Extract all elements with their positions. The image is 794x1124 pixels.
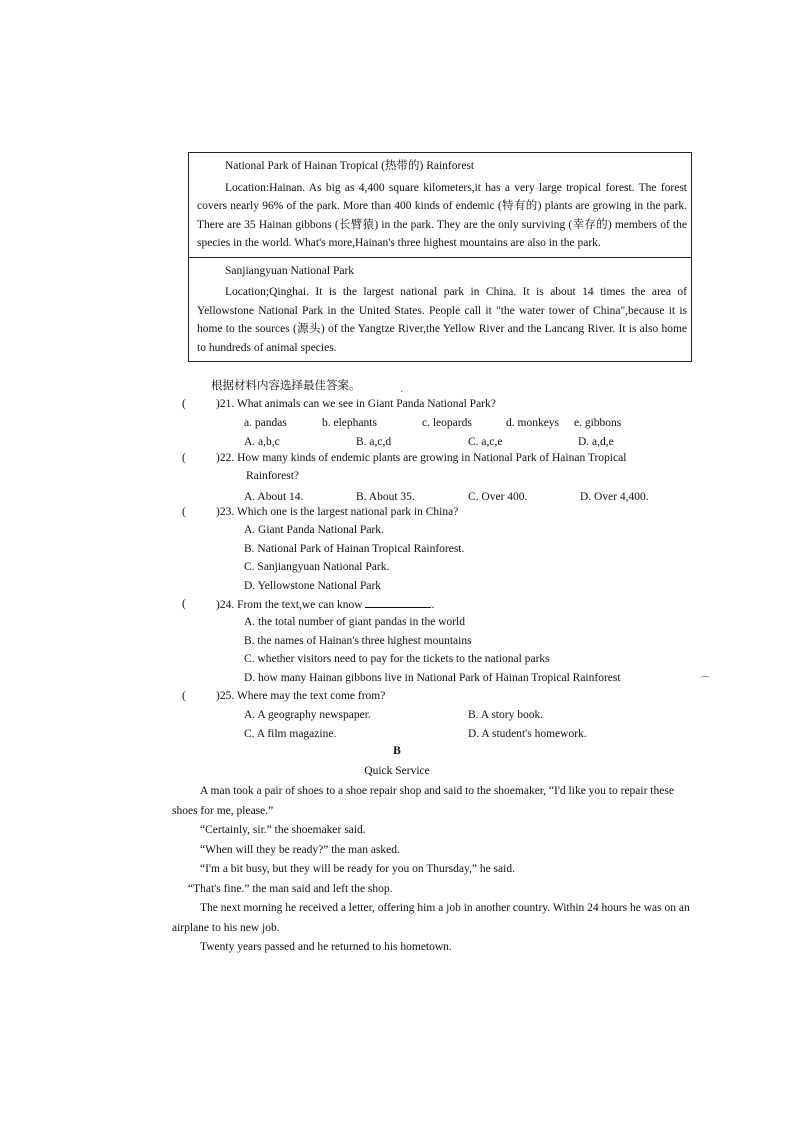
answer-paren[interactable]: ( xyxy=(182,690,186,702)
sanjiangyuan-title: Sanjiangyuan National Park xyxy=(225,264,355,277)
option[interactable]: D. a,d,e xyxy=(578,436,614,448)
option[interactable]: B. the names of Hainan's three highest mountains xyxy=(244,634,472,647)
option[interactable]: A. Giant Panda National Park. xyxy=(244,524,384,536)
option[interactable]: C. whether visitors need to pay for the tickets to the national parks xyxy=(244,653,550,665)
item: c. leopards xyxy=(422,417,472,429)
story-paragraph: The next morning he received a letter, offering him a job in another country. Within 24 hours he was on an airplane to his new job. xyxy=(172,902,690,934)
sanjiangyuan-body: Location;Qinghai. It is the largest national park in China. It is about 14 times the area of Yellowstone National Park in the United States. People call it "the water tower of China",because it is home to the sources (源头) of the Yangtze River,the Yellow River and the Lancang River. It is also home to hundreds of animal species. xyxy=(197,286,687,354)
sanjiangyuan-section xyxy=(189,257,691,362)
question-stem: )25. Where may the text come from? xyxy=(216,690,386,702)
question-24 xyxy=(182,597,702,689)
option-row xyxy=(244,708,702,726)
option[interactable]: A. A geography newspaper. xyxy=(244,709,371,721)
option[interactable]: B. A story book. xyxy=(468,709,544,721)
option[interactable]: C. Sanjiangyuan National Park. xyxy=(244,561,390,573)
option[interactable]: A. the total number of giant pandas in the world xyxy=(244,616,466,628)
story-paragraph: “When will they be ready?” the man asked. xyxy=(200,843,400,856)
story-paragraph: A man took a pair of shoes to a shoe repair shop and said to the shoemaker, “I'd like you to repair these shoes for me, please.” xyxy=(172,785,674,817)
question-21 xyxy=(182,397,702,453)
question-stem: )23. Which one is the largest national park in China? xyxy=(216,506,459,518)
question-25 xyxy=(182,689,702,745)
item: a. pandas xyxy=(244,417,287,429)
item: e. gibbons xyxy=(574,417,622,429)
option[interactable]: A. a,b,c xyxy=(244,436,280,448)
option[interactable]: C. a,c,e xyxy=(468,436,503,448)
story-paragraph: “Certainly, sir.” the shoemaker said. xyxy=(200,824,366,836)
option[interactable]: C. A film magazine. xyxy=(244,728,337,740)
question-23 xyxy=(182,505,702,597)
hainan-title: National Park of Hainan Tropical (热带的) Rainforest xyxy=(225,160,475,172)
item: b. elephants xyxy=(322,417,377,429)
story-paragraph: “That's fine.” the man said and left the shop. xyxy=(188,882,393,895)
answer-paren[interactable]: ( xyxy=(182,398,186,410)
option[interactable]: B. About 35. xyxy=(356,491,415,503)
story-paragraph: “I'm a bit busy, but they will be ready for you on Thursday,” he said. xyxy=(200,863,515,875)
option[interactable]: D. how many Hainan gibbons live in National Park of Hainan Tropical Rainforest xyxy=(244,671,621,684)
instruction: 根据材料内容选择最佳答案。 xyxy=(211,380,361,392)
option[interactable]: D. Yellowstone National Park xyxy=(244,579,382,592)
answer-paren[interactable]: ( xyxy=(182,506,186,518)
option[interactable]: C. Over 400. xyxy=(468,491,528,503)
question-stem: )21. What animals can we see in Giant Panda National Park? xyxy=(216,398,496,410)
story-paragraph: Twenty years passed and he returned to his hometown. xyxy=(200,941,452,953)
answer-paren[interactable]: ( xyxy=(182,452,186,464)
option[interactable]: D. Over 4,400. xyxy=(580,491,649,503)
option[interactable]: B. a,c,d xyxy=(356,436,392,448)
option[interactable]: D. A student's homework. xyxy=(468,728,587,740)
answer-blank[interactable] xyxy=(365,597,431,608)
item: d. monkeys xyxy=(506,417,560,429)
passage-box xyxy=(188,152,692,362)
hainan-body: Location:Hainan. As big as 4,400 square kilometers,it has a very large tropical forest. The forest covers nearly 96% of the park. More than 400 kinds of endemic (特有的) plants are growing in the park. There are 35 Hainan gibbons (长臂猿) in the park. They are the only surviving (幸存的) members of the species in the world. What's more,Hainan's three highest mountains are also in the park. xyxy=(197,181,687,250)
section-label: B xyxy=(393,745,401,757)
option[interactable]: A. About 14. xyxy=(244,491,304,503)
question-stem-cont: Rainforest? xyxy=(246,470,300,482)
option-row xyxy=(244,727,702,745)
story-title: Quick Service xyxy=(364,765,430,777)
item-list xyxy=(244,416,702,434)
stem-period: . xyxy=(431,599,435,611)
option[interactable]: B. National Park of Hainan Tropical Rainforest. xyxy=(244,542,465,555)
question-stem: )22. How many kinds of endemic plants are growing in National Park of Hainan Tropical xyxy=(216,452,627,464)
answer-paren[interactable]: ( xyxy=(182,598,186,610)
question-22 xyxy=(182,451,702,508)
question-stem: )24. From the text,we can know xyxy=(216,599,363,611)
scan-speck: · xyxy=(400,387,404,398)
scan-speck: ⌒ xyxy=(700,677,710,688)
story-body xyxy=(172,782,700,958)
hainan-section xyxy=(189,153,691,257)
